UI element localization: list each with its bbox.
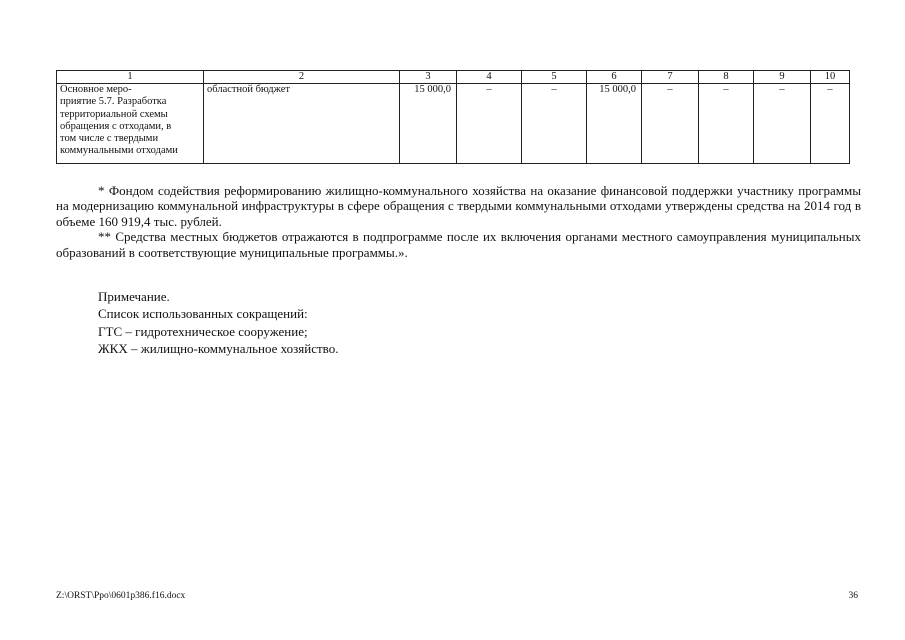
footnotes	[56, 183, 861, 260]
value-cell: 15 000,0	[400, 84, 457, 164]
col-header: 7	[642, 71, 699, 84]
col-header: 10	[811, 71, 850, 84]
remark-block	[98, 288, 338, 358]
remark-title: Примечание.	[98, 289, 170, 304]
col-header: 5	[522, 71, 587, 84]
col-header: 2	[204, 71, 400, 84]
col-header: 8	[699, 71, 754, 84]
footnote-2: ** Средства местных бюджетов отражаются в подпрограмме после их включения органами местного самоуправления муниципальных образований в соответствующие муниципальные программы.».	[56, 229, 861, 260]
measure-line: Основное меро-	[60, 84, 132, 96]
file-path: Z:\ORST\Ppo\0601p386.f16.docx	[56, 591, 186, 601]
value-cell: –	[642, 84, 699, 164]
measure-line: обращения с отходами, в	[60, 120, 172, 132]
value-cell: 15 000,0	[587, 84, 642, 164]
measure-line: коммунальными отходами	[60, 145, 178, 157]
value-cell: –	[811, 84, 850, 164]
table-row	[57, 84, 850, 164]
value-cell: –	[457, 84, 522, 164]
program-table	[56, 70, 850, 164]
col-header: 9	[754, 71, 811, 84]
value-cell: –	[522, 84, 587, 164]
measure-line: территориальной схемы	[60, 108, 168, 120]
col-header: 4	[457, 71, 522, 84]
col-header: 1	[57, 71, 204, 84]
measure-line: том числе с твердыми	[60, 133, 159, 145]
value-cell: –	[754, 84, 811, 164]
footnote-1: * Фондом содействия реформированию жилищно-коммунального хозяйства на оказание финансовой поддержки участнику программы на модернизацию коммунальной инфраструктуры в сфере обращения с твердыми коммунальными отходами утверждены средства на 2014 год в объеме 160 919,4 тыс. рублей.	[56, 183, 861, 229]
abbreviation-item: ГТС – гидротехническое сооружение;	[98, 323, 308, 339]
col-header: 3	[400, 71, 457, 84]
measure-cell	[57, 84, 204, 164]
abbreviations-title: Список использованных сокращений:	[98, 306, 308, 322]
col-header: 6	[587, 71, 642, 84]
page-number: 36	[848, 591, 858, 601]
abbreviation-item: ЖКХ – жилищно-коммунальное хозяйство.	[98, 341, 339, 357]
measure-line: приятие 5.7. Разработка	[60, 96, 167, 108]
funding-source-cell: областной бюджет	[204, 84, 400, 164]
table-header-row	[57, 71, 850, 84]
value-cell: –	[699, 84, 754, 164]
